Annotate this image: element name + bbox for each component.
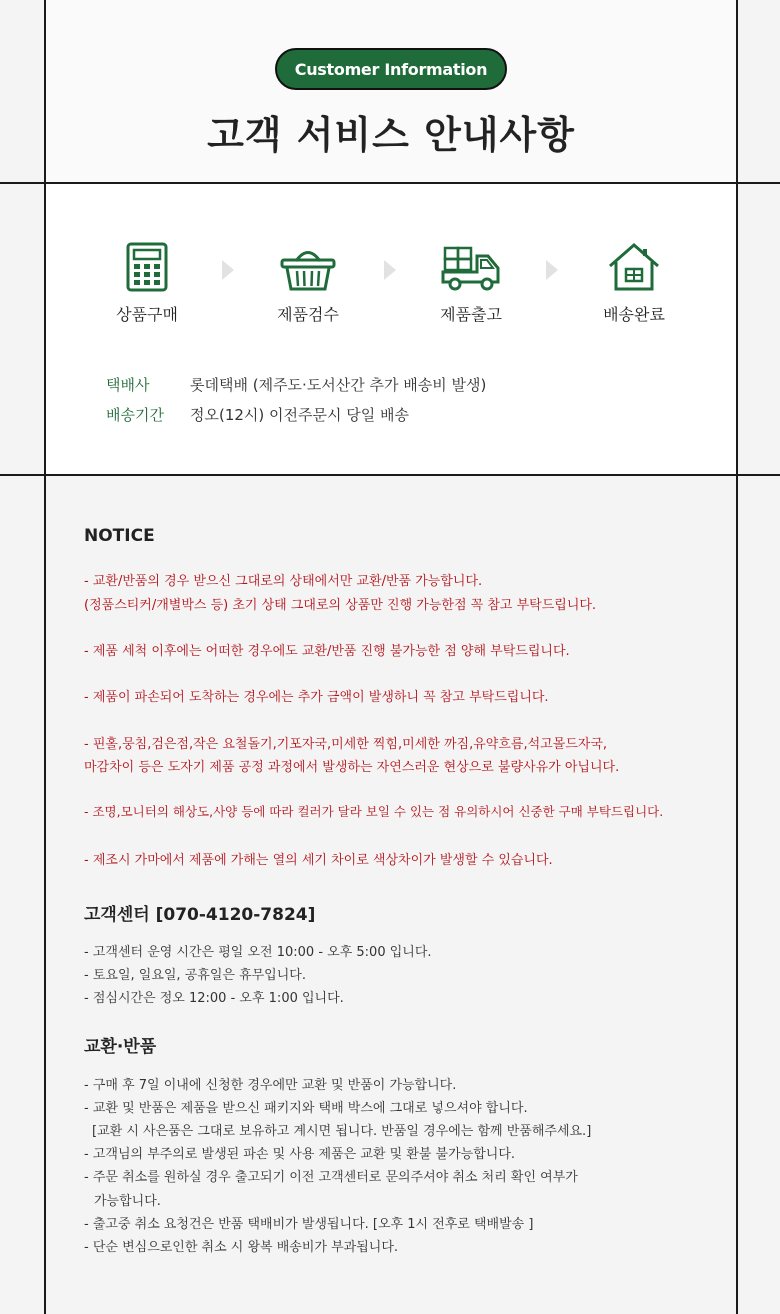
- notice-section: [46, 476, 736, 1314]
- notice-line: - 조명,모니터의 해상도,사양 등에 따라 컬러가 달라 보일 수 있는 점 유의하시어 신중한 구매 부탁드립니다.: [84, 804, 664, 819]
- customer-center-line: - 토요일, 일요일, 공휴일은 휴무입니다.: [84, 968, 306, 983]
- header-section: [46, 0, 736, 182]
- exchange-line: - 교환 및 반품은 제품을 받으신 패키지와 택배 박스에 그대로 넣으셔야 합니다.: [84, 1101, 528, 1116]
- courier-label: 택배사: [106, 376, 150, 394]
- delivery-process-section: [46, 184, 736, 474]
- notice-line: - 핀홀,뭉침,검은점,작은 요철돌기,기포자국,미세한 찍힘,미세한 까짐,유약흐름,석고몰드자국,: [84, 737, 608, 752]
- customer-center-line: - 점심시간은 정오 12:00 - 오후 1:00 입니다.: [84, 991, 344, 1006]
- step-inspection-label: 제품검수: [277, 305, 339, 324]
- divider-header: [0, 182, 780, 184]
- delivery-period-row: [106, 404, 409, 425]
- chevron-right-icon: [546, 260, 558, 280]
- page-title: 고객 서비스 안내사항: [207, 113, 575, 157]
- notice-line: - 제조시 가마에서 제품에 가해는 열의 세기 차이로 색상차이가 발생할 수 있습니다.: [84, 853, 553, 868]
- calculator-icon: [125, 242, 169, 292]
- exchange-line: - 단순 변심으로인한 취소 시 왕복 배송비가 부과됩니다.: [84, 1240, 399, 1255]
- step-purchase: [87, 242, 207, 325]
- chevron-right-icon: [384, 260, 396, 280]
- step-delivered: [574, 242, 694, 325]
- house-icon: [607, 242, 661, 292]
- customer-center-title: 고객센터 [070-4120-7824]: [84, 905, 316, 925]
- exchange-line: [교환 시 사은품은 그대로 보유하고 계시면 됩니다. 반품일 경우에는 함께 반품해주세요.]: [92, 1124, 592, 1139]
- customer-information-badge: Customer Information: [275, 48, 507, 90]
- exchange-line: - 고객님의 부주의로 발생된 파손 및 사용 제품은 교환 및 환불 불가능합니다.: [84, 1147, 516, 1162]
- step-delivered-label: 배송완료: [603, 305, 665, 324]
- frame-left-border: [44, 0, 46, 1314]
- notice-line: - 교환/반품의 경우 받으신 그대로의 상태에서만 교환/반품 가능합니다.: [84, 574, 483, 589]
- basket-icon: [279, 242, 337, 292]
- delivery-period-label: 배송기간: [106, 406, 164, 424]
- notice-line: 마감차이 등은 도자기 제품 공정 과정에서 발생하는 자연스러운 현상으로 불량사유가 아닙니다.: [84, 760, 620, 775]
- notice-title: NOTICE: [84, 526, 155, 546]
- notice-line: - 제품 세척 이후에는 어떠한 경우에도 교환/반품 진행 불가능한 점 양해 부탁드립니다.: [84, 644, 570, 659]
- step-shipping-label: 제품출고: [440, 305, 502, 324]
- notice-line: (정품스티커/개별박스 등) 초기 상태 그대로의 상품만 진행 가능한점 꼭 참고 부탁드립니다.: [84, 598, 597, 613]
- courier-info-row: [106, 374, 486, 395]
- delivery-period-value: 정오(12시) 이전주문시 당일 배송: [190, 406, 409, 424]
- exchange-return-title: 교환·반품: [84, 1037, 157, 1057]
- step-shipping: [411, 242, 531, 325]
- chevron-right-icon: [222, 260, 234, 280]
- notice-line: - 제품이 파손되어 도착하는 경우에는 추가 금액이 발생하니 꼭 참고 부탁드립니다.: [84, 690, 549, 705]
- delivery-truck-icon: [441, 242, 501, 292]
- exchange-line: 가능합니다.: [94, 1194, 161, 1209]
- exchange-line: - 주문 취소를 원하실 경우 출고되기 이전 고객센터로 문의주셔야 취소 처리 확인 여부가: [84, 1170, 578, 1185]
- exchange-line: - 출고중 취소 요청건은 반품 택배비가 발생됩니다. [오후 1시 전후로 택배발송 ]: [84, 1217, 534, 1232]
- exchange-line: - 구매 후 7일 이내에 신청한 경우에만 교환 및 반품이 가능합니다.: [84, 1078, 457, 1093]
- step-purchase-label: 상품구매: [116, 305, 178, 324]
- customer-center-line: - 고객센터 운영 시간은 평일 오전 10:00 - 오후 5:00 입니다.: [84, 945, 432, 960]
- courier-value: 롯데택배 (제주도·도서산간 추가 배송비 발생): [190, 376, 487, 394]
- step-inspection: [248, 242, 368, 325]
- frame-right-border: [736, 0, 738, 1314]
- divider-process: [0, 474, 780, 476]
